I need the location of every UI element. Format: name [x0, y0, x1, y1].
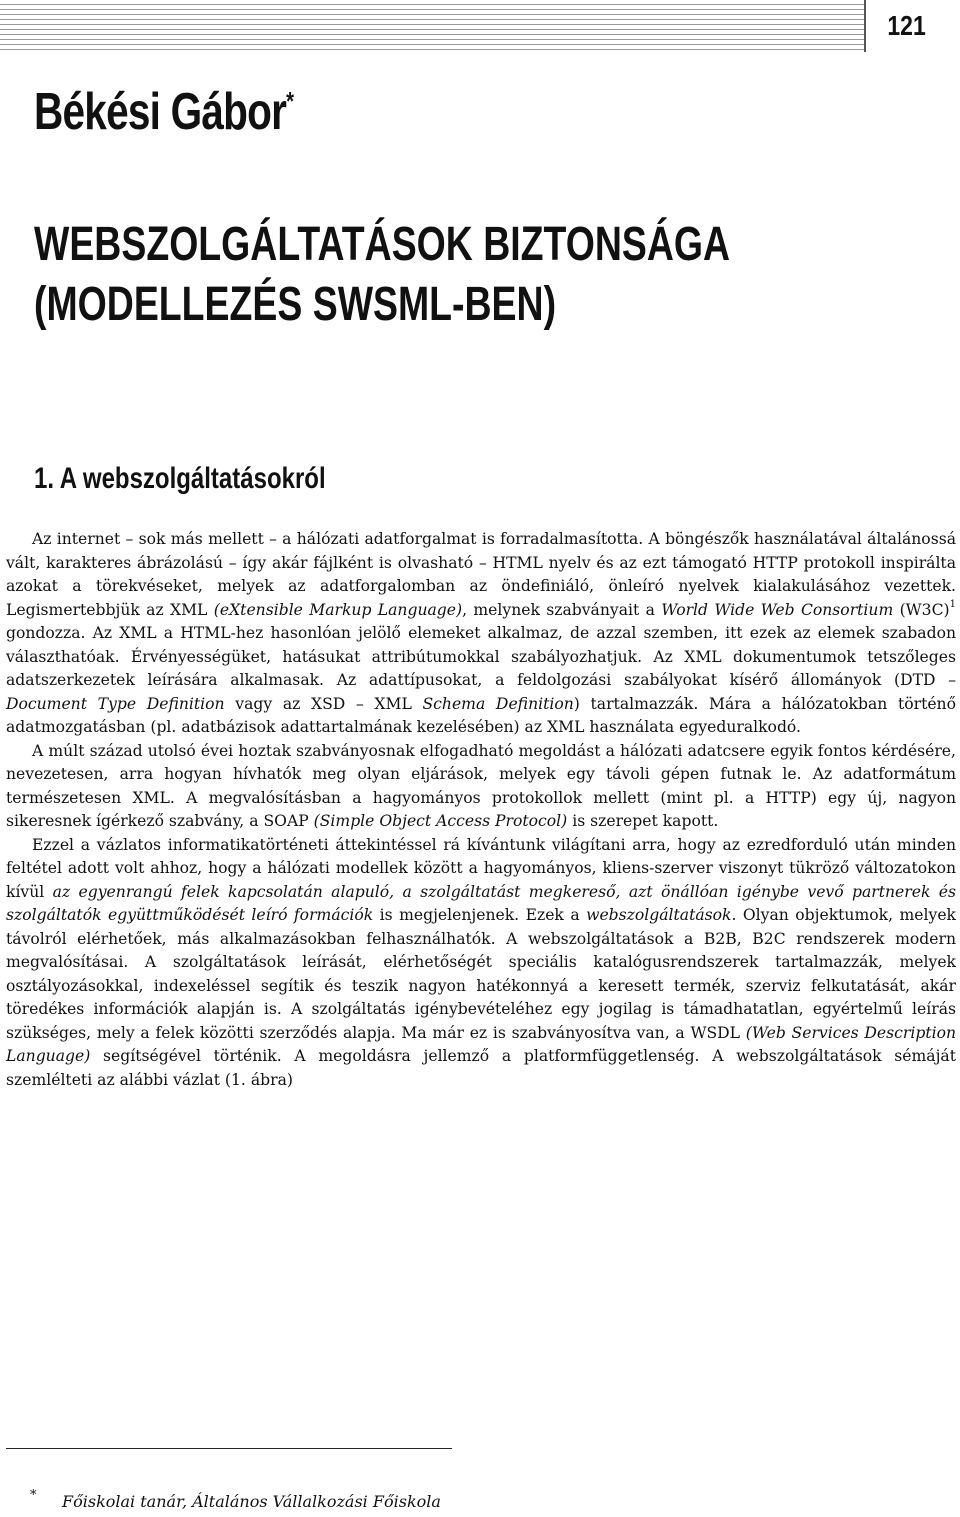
paragraph-3	[6, 834, 956, 1093]
footnote-ref-1: 1	[949, 598, 956, 610]
author-footnote-marker: *	[286, 86, 294, 116]
paragraph-1	[6, 528, 956, 740]
p2-text-1: A múlt század utolsó évei hoztak szabványosnak elfogadható megoldást a hálózati adatcsere egyik fontos kérdésére, nevezetesen, arra hogyan hívhatók meg olyan eljárások, melyek egy távoli gépen futnak le. Az adatformátum természetesen XML. A megvalósításban a hagyományos protokollok mellett (mint pl. a HTTP) egy új, nagyon sikeresnek ígérkező szabvány, a SOAP	[6, 741, 956, 830]
p1-italic-2: World Wide Web Consortium	[661, 600, 894, 619]
title-line-2: (MODELLEZÉS SWSML-BEN)	[34, 278, 557, 331]
p2-text-2: is szerepet kapott.	[567, 812, 719, 830]
p1-text-1: Az internet – sok más mellett – a hálózati adatforgalmat is forradalmasította. A böngészők használatával általánossá vált, karakteres ábrázolású – így akár fájlként is olvasható – HTML nyelv és az ezt támogató HTTP protokoll inspirálta azokat a törekvéseket, melyek az adatforgalomban az öndefiniáló, önleíró nyelvek kialakulásához vezettek. Legismertebbjük az XML	[6, 530, 956, 619]
author-name-line	[34, 82, 293, 142]
p1-text-5: vagy az XSD – XML	[224, 694, 423, 713]
footnote-text: Főiskolai tanár, Általános Vállalkozási Főiskola	[62, 1492, 441, 1511]
p2-italic-1: (Simple Object Access Protocol)	[313, 812, 568, 830]
p3-italic-3: (Web Services Description Language)	[6, 1023, 957, 1065]
footnote-rule	[6, 1448, 452, 1449]
p3-text-3: . Olyan objektumok, melyek távolról elérhetőek, más alkalmazásokban felhasználhatók. A webszolgáltatások a B2B, B2C rendszerek modern megvalósításai. A szolgáltatások leírását, elérhetőségét speciális katalógusrendszerek tartalmazzák, melyek osztályozásokkal, indexeléssel segítik és teszik nagyon hatékonnyá a keresett termék, szerviz felkutatását, akár töredékes információk alapján is. A szolgáltatás igénybevételéhez egy jogilag is támadhatatlan, egyértelmű leírás szükséges, mely a felek közötti szerződés alapja. Ma már ez is szabványosítva van, a WSDL	[6, 906, 956, 1042]
p1-text-3: (W3C)	[893, 600, 950, 619]
article-title	[34, 215, 730, 335]
footnote-marker: *	[30, 1488, 37, 1503]
author-name: Békési Gábor	[34, 83, 287, 141]
p3-text-4: segítségével történik. A megoldásra jellemző a platformfüggetlenség. A webszolgáltatások sémáját szemlélteti az alábbi vázlat (1. ábra)	[6, 1047, 956, 1089]
p3-italic-1: az egyenrangú felek kapcsolatán alapuló, a szolgáltatást megkereső, azt önállóan igénybe vevő partnerek és szolgáltatók együttműködését leíró formációk	[6, 882, 956, 924]
page-number: 121	[887, 10, 926, 41]
p1-italic-4: Schema Definition	[422, 694, 574, 713]
p1-italic-3: Document Type Definition	[6, 694, 225, 713]
p1-italic-1: (eXtensible Markup Language)	[213, 600, 463, 619]
page-number-box	[864, 0, 960, 52]
p3-text-1: Ezzel a vázlatos informatikatörténeti áttekintéssel rá kívántunk világítani arra, hogy az ezredforduló után minden feltétel adott volt ahhoz, hogy a hálózati modellek között a hagyományos, kliens-szerver viszonyt tükröző változatokon kívül	[6, 835, 956, 901]
paragraph-2	[6, 740, 956, 834]
p1-text-4: gondozza. Az XML a HTML-hez hasonlóan jelölő elemeket alkalmaz, de azzal szemben, itt ezek az elemek szabadon választhatóak. Érvényességüket, hatásukat attribútumokkal szabályozhatjuk. Az XML dokumentumok tetszőleges adatszerkezetek leírására alkalmasak. Az adattípusokat, a feldolgozási szabályokat kísérő állományok (DTD –	[6, 624, 956, 689]
p1-text-2: , melynek szabványait a	[462, 600, 662, 619]
p1-text-6: ) tartalmazzák. Mára a hálózatokban történő adatmozgatásban (pl. adatbázisok adattartalmának kezelésében) az XML használata egyeduralkodó.	[6, 694, 956, 736]
title-line-1: WEBSZOLGÁLTATÁSOK BIZTONSÁGA	[34, 218, 731, 271]
section-heading: 1. A webszolgáltatásokról	[34, 462, 326, 495]
body-text	[6, 528, 956, 1092]
p3-italic-2: webszolgáltatások	[586, 906, 732, 924]
header-band	[0, 0, 960, 52]
p3-text-2: is megjelenjenek. Ezek a	[373, 906, 587, 924]
